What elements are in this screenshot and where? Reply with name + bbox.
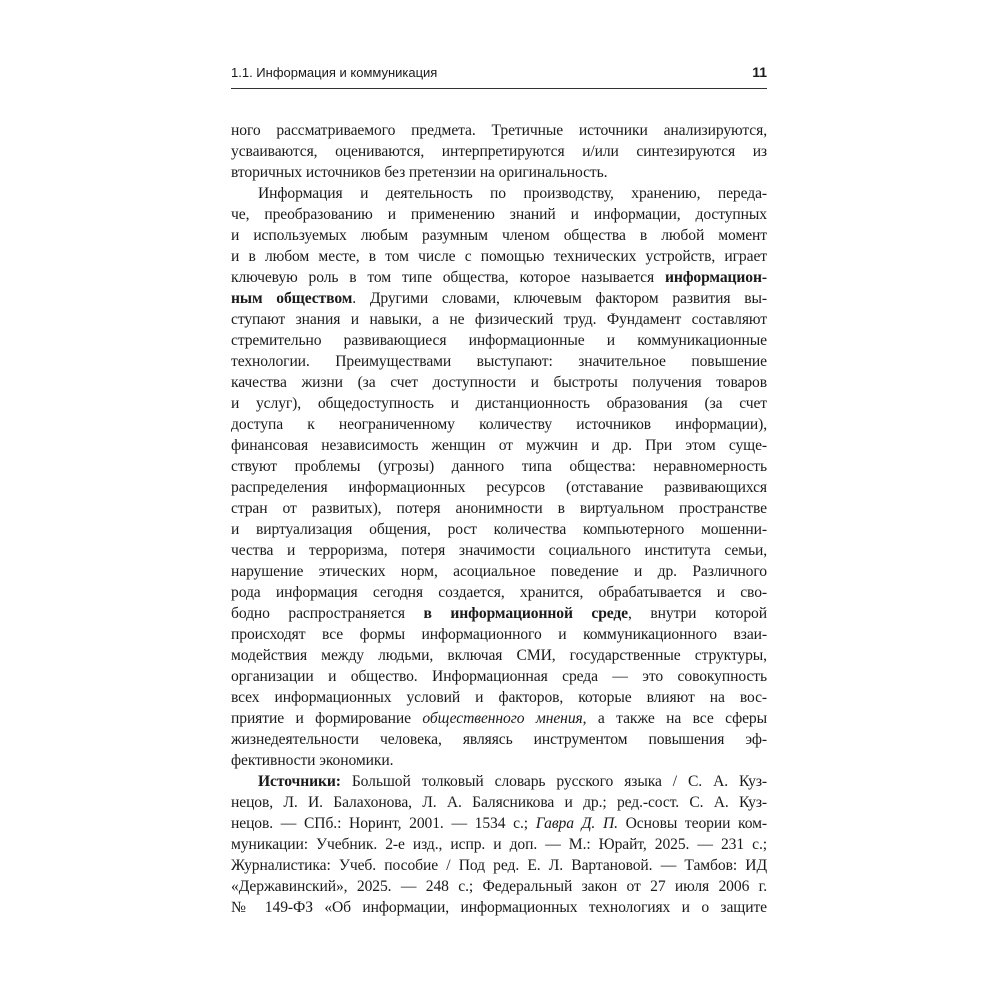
text-line: и в любом месте, в том числе с помощью технических устройств, играет: [231, 248, 767, 265]
text-line: ствуют проблемы (угрозы) данного типа общества: неравномерность: [231, 458, 767, 475]
text-line: фективности экономики.: [231, 752, 394, 769]
term-public-opinion: общественного мнения: [422, 710, 583, 727]
text-run: ключевую роль в том типе общества, которое называется: [231, 269, 665, 286]
text-line: стран от развитых), потеря анонимности в виртуальном пространстве: [231, 500, 767, 517]
text-run: . Другими словами, ключевым фактором развития вы-: [352, 290, 767, 307]
text-line: организации и общество. Информационная среда — это совокупность: [231, 668, 767, 685]
text-run: , а также на все сферы: [582, 710, 767, 727]
text-run: нецов. — СПб.: Норинт, 2001. — 1534 с.;: [231, 815, 536, 832]
text-run: , внутри которой: [628, 605, 767, 622]
section-title: 1.1. Информация и коммуникация: [231, 65, 438, 80]
text-line: рода информация сегодня создается, хранится, обрабатывается и сво-: [231, 584, 767, 601]
text-line: качества жизни (за счет доступности и быстроты получения товаров: [231, 374, 767, 391]
text-line: распределения информационных ресурсов (отставание развивающихся: [231, 479, 767, 496]
author-name: Гавра Д. П.: [535, 815, 618, 832]
text-line: финансовая независимость женщин от мужчин и др. При этом суще-: [231, 437, 767, 454]
text-line: технологии. Преимуществами выступают: значительное повышение: [231, 353, 767, 370]
sources-label: Источники:: [258, 773, 341, 790]
term-information-environment: в информационной среде: [423, 605, 629, 622]
text-line: происходят все формы информационного и коммуникационного взаи-: [231, 626, 767, 643]
sources-line: муникации: Учебник. 2-е изд., испр. и доп. — М.: Юрайт, 2025. — 231 с.;: [231, 836, 767, 853]
header-rule: [231, 88, 767, 89]
term-information-society-cont: ным обществом: [231, 290, 353, 307]
text-line: чества и терроризма, потеря значимости социального института семьи,: [231, 542, 767, 559]
text-line: всех информационных условий и факторов, которые влияют на вос-: [231, 689, 767, 706]
sources-line: [231, 771, 767, 792]
sources-line: нецов, Л. И. Балахонова, Л. А. Балясникова и др.; ред.-сост. С. А. Куз-: [231, 794, 767, 811]
text-line: усваиваются, оцениваются, интерпретируются и/или синтезируются из: [231, 143, 767, 160]
text-line: [231, 708, 767, 729]
text-run: приятие и формирование: [231, 710, 423, 727]
text-line: доступа к неограниченному количеству источников информации),: [231, 416, 767, 433]
sources-line: № 149-ФЗ «Об информации, информационных технологиях и о защите: [231, 899, 767, 916]
sources-line: Журналистика: Учеб. пособие / Под ред. Е. Л. Вартановой. — Тамбов: ИД: [231, 857, 767, 874]
page-body: [231, 120, 767, 918]
text-run: бодно распространяется: [231, 605, 424, 622]
sources-line: «Державинский», 2025. — 248 с.; Федеральный закон от 27 июля 2006 г.: [231, 878, 767, 895]
text-line: ного рассматриваемого предмета. Третичные источники анализируются,: [231, 122, 767, 139]
text-line: [231, 267, 767, 288]
text-line: вторичных источников без претензии на оригинальность.: [231, 164, 608, 181]
text-run: Основы теории ком-: [617, 815, 768, 832]
text-line: и используемых любым разумным членом общества в любой момент: [231, 227, 767, 244]
text-line: и виртуализация общения, рост количества компьютерного мошенни-: [231, 521, 767, 538]
text-line: жизнедеятельности человека, являясь инструментом повышения эф-: [231, 731, 767, 748]
running-header: [231, 64, 767, 80]
text-line: нарушение этических норм, асоциальное поведение и др. Различного: [231, 563, 767, 580]
text-run: Большой толковый словарь русского языка / С. А. Куз-: [340, 773, 767, 790]
page-number: 11: [752, 64, 767, 80]
text-line: [231, 603, 767, 624]
text-line: ступают знания и навыки, а не физический труд. Фундамент составляют: [231, 311, 767, 328]
text-line: стремительно развивающиеся информационные и коммуникационные: [231, 332, 767, 349]
text-line: Информация и деятельность по производству, хранению, переда-: [258, 185, 767, 202]
term-information-society: информацион-: [664, 269, 767, 286]
text-line: че, преобразованию и применению знаний и информации, доступных: [231, 206, 767, 223]
text-line: модействия между людьми, включая СМИ, государственные структуры,: [231, 647, 767, 664]
text-line: и услуг), общедоступность и дистанционность образования (за счет: [231, 395, 767, 412]
sources-line: [231, 813, 767, 834]
text-line: [231, 288, 767, 309]
